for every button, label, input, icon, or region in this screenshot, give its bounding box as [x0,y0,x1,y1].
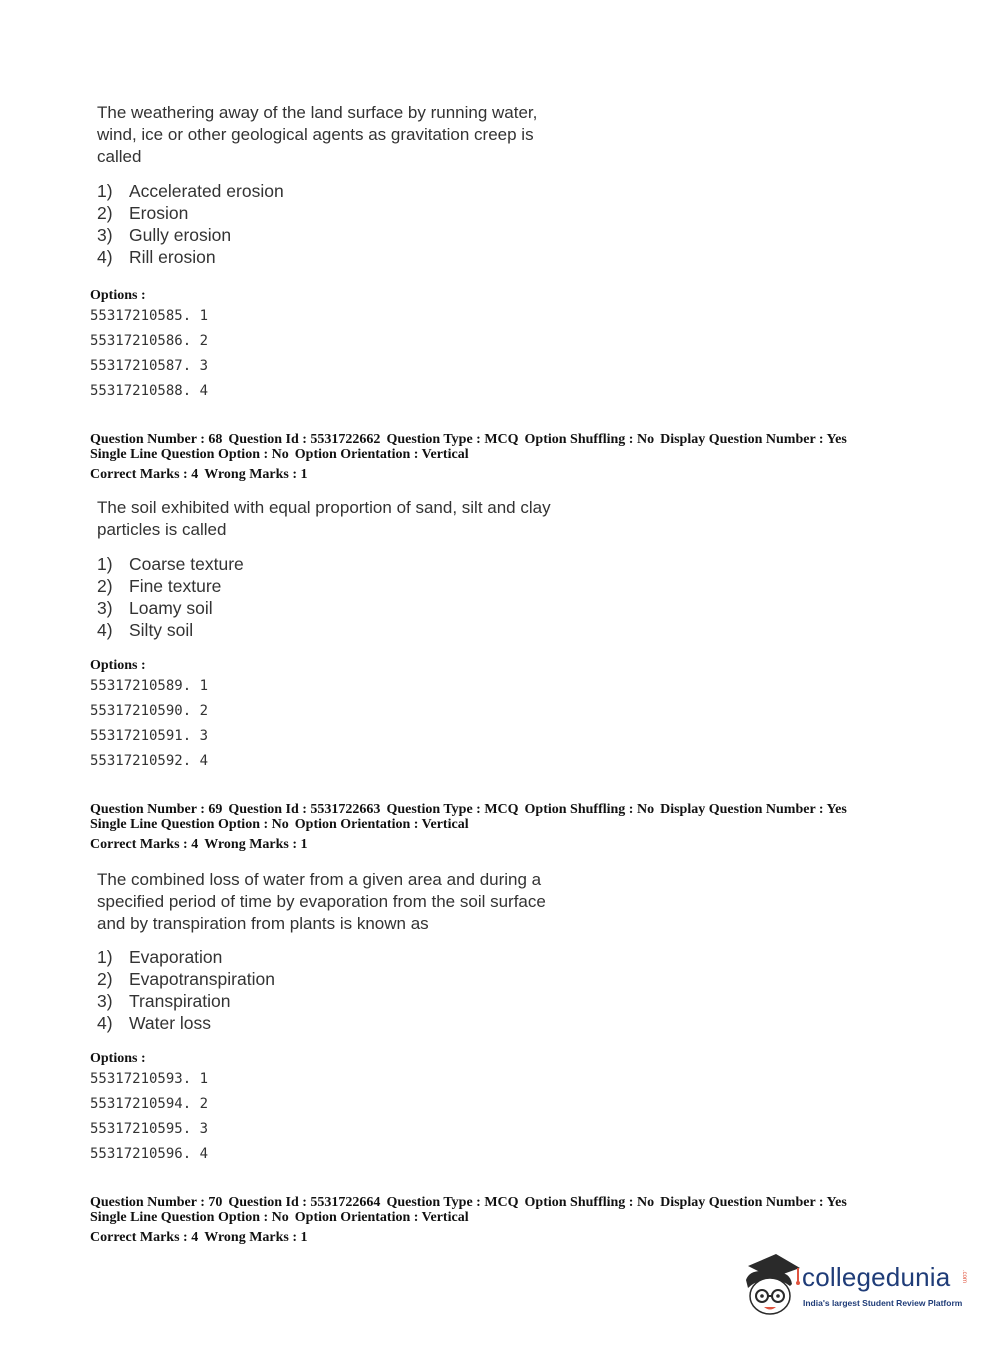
option-id: 55317210593. 1 [90,1071,209,1087]
option-id: 55317210592. 4 [90,753,209,769]
question-text-line: The weathering away of the land surface by running water, [97,103,538,122]
meta-line: Single Line Question Option : No Option Orientation : Vertical [90,447,469,462]
question-69-text [97,869,577,935]
options-list [90,674,208,774]
option-id: 55317210585. 1 [90,308,209,324]
question-text-line: called [97,147,142,166]
marks-line: Correct Marks : 4 Wrong Marks : 1 [90,837,308,852]
option-id: 55317210590. 2 [90,703,209,719]
option-id: 55317210587. 3 [90,358,209,374]
choice-item: 3) Gully erosion [97,225,232,245]
options-label: Options : [90,1051,146,1066]
question-text-line: wind, ice or other geological agents as gravitation creep is [97,125,534,144]
question-67-choices [97,180,284,268]
options-list [90,304,208,404]
choice-item: 2) Erosion [97,203,189,223]
meta-line: Question Number : 68 Question Id : 5531722662 Question Type : MCQ Option Shuffling : No Display Question Number : Yes [90,432,847,447]
choice-item: 1) Coarse texture [97,554,244,574]
option-id: 55317210596. 4 [90,1146,209,1162]
options-label: Options : [90,658,146,673]
meta-line: Question Number : 70 Question Id : 5531722664 Question Type : MCQ Option Shuffling : No Display Question Number : Yes [90,1195,847,1210]
option-id: 55317210594. 2 [90,1096,209,1112]
mascot-icon [740,1250,802,1320]
choice-item: 2) Evapotranspiration [97,969,275,989]
question-69-choices [97,946,275,1034]
marks-line: Correct Marks : 4 Wrong Marks : 1 [90,1230,308,1245]
question-68-meta [90,432,847,482]
option-id: 55317210595. 3 [90,1121,209,1137]
question-text-line: particles is called [97,520,227,539]
meta-line: Question Number : 69 Question Id : 5531722663 Question Type : MCQ Option Shuffling : No Display Question Number : Yes [90,802,847,817]
choice-item: 4) Rill erosion [97,247,216,267]
choice-item: 4) Silty soil [97,620,194,640]
option-id: 55317210589. 1 [90,678,209,694]
choice-item: 3) Transpiration [97,991,231,1011]
question-68-text [97,497,577,541]
option-id: 55317210586. 2 [90,333,209,349]
choice-item: 2) Fine texture [97,576,222,596]
question-69-meta [90,802,847,852]
logo-wordmark: collegedunia [802,1262,951,1292]
logo-domain-suffix: .com [961,1270,967,1284]
meta-line: Single Line Question Option : No Option Orientation : Vertical [90,817,469,832]
choice-item: 1) Evaporation [97,947,223,967]
logo-tagline: India's largest Student Review Platform [803,1298,963,1308]
question-text-line: The soil exhibited with equal proportion of sand, silt and clay [97,498,551,517]
collegedunia-logo [740,1250,970,1320]
question-70-meta [90,1195,847,1245]
question-67-text [97,102,577,168]
question-text-line: specified period of time by evaporation from the soil surface [97,892,546,911]
options-label: Options : [90,288,146,303]
option-id: 55317210588. 4 [90,383,209,399]
meta-line: Single Line Question Option : No Option Orientation : Vertical [90,1210,469,1225]
question-text-line: The combined loss of water from a given area and during a [97,870,542,889]
marks-line: Correct Marks : 4 Wrong Marks : 1 [90,467,308,482]
choice-item: 4) Water loss [97,1013,212,1033]
choice-item: 1) Accelerated erosion [97,181,284,201]
question-text-line: and by transpiration from plants is known as [97,914,429,933]
option-id: 55317210591. 3 [90,728,209,744]
question-68-choices [97,553,244,641]
choice-item: 3) Loamy soil [97,598,213,618]
options-list [90,1067,208,1167]
